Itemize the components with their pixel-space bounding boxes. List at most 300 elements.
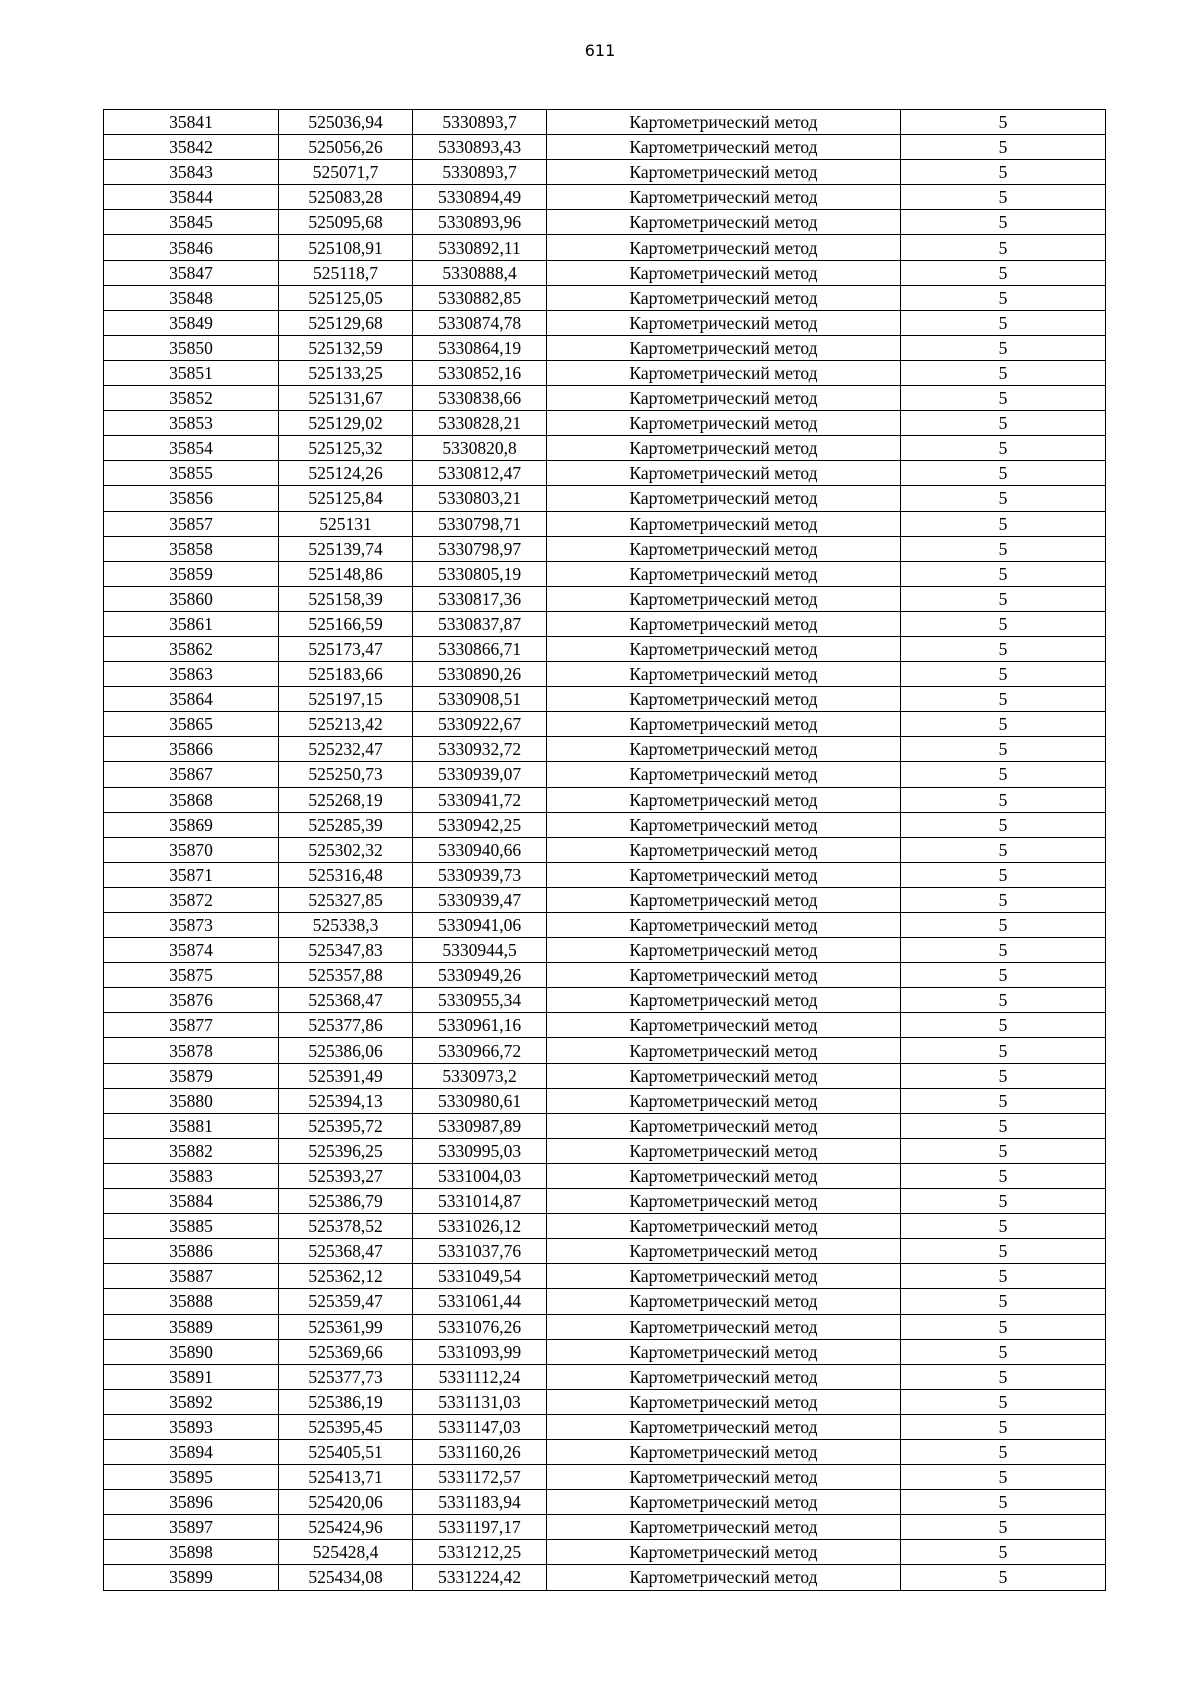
point-number-cell: 35871 bbox=[104, 862, 279, 887]
x-coordinate-cell: 525357,88 bbox=[279, 963, 413, 988]
point-number-cell: 35849 bbox=[104, 310, 279, 335]
accuracy-cell: 5 bbox=[901, 862, 1106, 887]
table-row bbox=[104, 285, 1106, 310]
point-number-cell: 35882 bbox=[104, 1138, 279, 1163]
table-row bbox=[104, 536, 1106, 561]
accuracy-cell: 5 bbox=[901, 787, 1106, 812]
y-coordinate-cell: 5330922,67 bbox=[413, 712, 547, 737]
y-coordinate-cell: 5330961,16 bbox=[413, 1013, 547, 1038]
x-coordinate-cell: 525036,94 bbox=[279, 110, 413, 135]
accuracy-cell: 5 bbox=[901, 160, 1106, 185]
x-coordinate-cell: 525095,68 bbox=[279, 210, 413, 235]
table-row bbox=[104, 1414, 1106, 1439]
method-cell: Картометрический метод bbox=[547, 1465, 901, 1490]
accuracy-cell: 5 bbox=[901, 1414, 1106, 1439]
table-row bbox=[104, 486, 1106, 511]
accuracy-cell: 5 bbox=[901, 1189, 1106, 1214]
point-number-cell: 35895 bbox=[104, 1465, 279, 1490]
y-coordinate-cell: 5330942,25 bbox=[413, 812, 547, 837]
method-cell: Картометрический метод bbox=[547, 1289, 901, 1314]
x-coordinate-cell: 525395,72 bbox=[279, 1113, 413, 1138]
accuracy-cell: 5 bbox=[901, 1063, 1106, 1088]
method-cell: Картометрический метод bbox=[547, 1439, 901, 1464]
point-number-cell: 35855 bbox=[104, 461, 279, 486]
x-coordinate-cell: 525424,96 bbox=[279, 1515, 413, 1540]
table-row bbox=[104, 938, 1106, 963]
table-row bbox=[104, 1038, 1106, 1063]
method-cell: Картометрический метод bbox=[547, 1565, 901, 1590]
method-cell: Картометрический метод bbox=[547, 662, 901, 687]
point-number-cell: 35857 bbox=[104, 511, 279, 536]
y-coordinate-cell: 5330980,61 bbox=[413, 1088, 547, 1113]
y-coordinate-cell: 5330803,21 bbox=[413, 486, 547, 511]
y-coordinate-cell: 5330874,78 bbox=[413, 310, 547, 335]
y-coordinate-cell: 5330893,7 bbox=[413, 110, 547, 135]
point-number-cell: 35843 bbox=[104, 160, 279, 185]
table-row bbox=[104, 461, 1106, 486]
point-number-cell: 35893 bbox=[104, 1414, 279, 1439]
accuracy-cell: 5 bbox=[901, 1439, 1106, 1464]
method-cell: Картометрический метод bbox=[547, 1138, 901, 1163]
y-coordinate-cell: 5330892,11 bbox=[413, 235, 547, 260]
y-coordinate-cell: 5331026,12 bbox=[413, 1214, 547, 1239]
point-number-cell: 35841 bbox=[104, 110, 279, 135]
point-number-cell: 35868 bbox=[104, 787, 279, 812]
method-cell: Картометрический метод bbox=[547, 1113, 901, 1138]
table-row bbox=[104, 712, 1106, 737]
accuracy-cell: 5 bbox=[901, 812, 1106, 837]
point-number-cell: 35867 bbox=[104, 762, 279, 787]
accuracy-cell: 5 bbox=[901, 285, 1106, 310]
method-cell: Картометрический метод bbox=[547, 1038, 901, 1063]
point-number-cell: 35896 bbox=[104, 1490, 279, 1515]
accuracy-cell: 5 bbox=[901, 1364, 1106, 1389]
point-number-cell: 35878 bbox=[104, 1038, 279, 1063]
x-coordinate-cell: 525347,83 bbox=[279, 938, 413, 963]
x-coordinate-cell: 525232,47 bbox=[279, 737, 413, 762]
table-row bbox=[104, 1314, 1106, 1339]
point-number-cell: 35898 bbox=[104, 1540, 279, 1565]
point-number-cell: 35862 bbox=[104, 636, 279, 661]
method-cell: Картометрический метод bbox=[547, 210, 901, 235]
y-coordinate-cell: 5330995,03 bbox=[413, 1138, 547, 1163]
x-coordinate-cell: 525428,4 bbox=[279, 1540, 413, 1565]
accuracy-cell: 5 bbox=[901, 210, 1106, 235]
point-number-cell: 35845 bbox=[104, 210, 279, 235]
y-coordinate-cell: 5331093,99 bbox=[413, 1339, 547, 1364]
table-row bbox=[104, 436, 1106, 461]
method-cell: Картометрический метод bbox=[547, 837, 901, 862]
table-row bbox=[104, 1013, 1106, 1038]
x-coordinate-cell: 525158,39 bbox=[279, 586, 413, 611]
method-cell: Картометрический метод bbox=[547, 737, 901, 762]
y-coordinate-cell: 5331224,42 bbox=[413, 1565, 547, 1590]
point-number-cell: 35881 bbox=[104, 1113, 279, 1138]
table-row bbox=[104, 1289, 1106, 1314]
table-row bbox=[104, 1063, 1106, 1088]
x-coordinate-cell: 525285,39 bbox=[279, 812, 413, 837]
y-coordinate-cell: 5330894,49 bbox=[413, 185, 547, 210]
coordinates-table bbox=[103, 109, 1106, 1591]
page-number: 611 bbox=[584, 41, 616, 60]
table-row bbox=[104, 1465, 1106, 1490]
method-cell: Картометрический метод bbox=[547, 185, 901, 210]
point-number-cell: 35894 bbox=[104, 1439, 279, 1464]
accuracy-cell: 5 bbox=[901, 411, 1106, 436]
method-cell: Картометрический метод bbox=[547, 963, 901, 988]
x-coordinate-cell: 525420,06 bbox=[279, 1490, 413, 1515]
accuracy-cell: 5 bbox=[901, 135, 1106, 160]
method-cell: Картометрический метод bbox=[547, 1013, 901, 1038]
y-coordinate-cell: 5330966,72 bbox=[413, 1038, 547, 1063]
method-cell: Картометрический метод bbox=[547, 461, 901, 486]
table-row bbox=[104, 1515, 1106, 1540]
table-row bbox=[104, 260, 1106, 285]
method-cell: Картометрический метод bbox=[547, 938, 901, 963]
table-row bbox=[104, 1339, 1106, 1364]
y-coordinate-cell: 5331076,26 bbox=[413, 1314, 547, 1339]
table-row bbox=[104, 1239, 1106, 1264]
x-coordinate-cell: 525396,25 bbox=[279, 1138, 413, 1163]
method-cell: Картометрический метод bbox=[547, 436, 901, 461]
y-coordinate-cell: 5330890,26 bbox=[413, 662, 547, 687]
x-coordinate-cell: 525395,45 bbox=[279, 1414, 413, 1439]
table-row bbox=[104, 762, 1106, 787]
accuracy-cell: 5 bbox=[901, 1339, 1106, 1364]
x-coordinate-cell: 525148,86 bbox=[279, 561, 413, 586]
table-row bbox=[104, 1189, 1106, 1214]
x-coordinate-cell: 525434,08 bbox=[279, 1565, 413, 1590]
x-coordinate-cell: 525378,52 bbox=[279, 1214, 413, 1239]
method-cell: Картометрический метод bbox=[547, 386, 901, 411]
accuracy-cell: 5 bbox=[901, 110, 1106, 135]
x-coordinate-cell: 525393,27 bbox=[279, 1163, 413, 1188]
y-coordinate-cell: 5330882,85 bbox=[413, 285, 547, 310]
accuracy-cell: 5 bbox=[901, 1540, 1106, 1565]
method-cell: Картометрический метод bbox=[547, 285, 901, 310]
x-coordinate-cell: 525131,67 bbox=[279, 386, 413, 411]
method-cell: Картометрический метод bbox=[547, 887, 901, 912]
table-row bbox=[104, 988, 1106, 1013]
method-cell: Картометрический метод bbox=[547, 1389, 901, 1414]
accuracy-cell: 5 bbox=[901, 1239, 1106, 1264]
table-row bbox=[104, 812, 1106, 837]
x-coordinate-cell: 525377,73 bbox=[279, 1364, 413, 1389]
table-row bbox=[104, 1264, 1106, 1289]
coordinates-table-body bbox=[104, 110, 1106, 1591]
y-coordinate-cell: 5330798,71 bbox=[413, 511, 547, 536]
table-row bbox=[104, 210, 1106, 235]
accuracy-cell: 5 bbox=[901, 310, 1106, 335]
y-coordinate-cell: 5330893,43 bbox=[413, 135, 547, 160]
accuracy-cell: 5 bbox=[901, 586, 1106, 611]
point-number-cell: 35854 bbox=[104, 436, 279, 461]
table-row bbox=[104, 687, 1106, 712]
method-cell: Картометрический метод bbox=[547, 1088, 901, 1113]
method-cell: Картометрический метод bbox=[547, 687, 901, 712]
x-coordinate-cell: 525056,26 bbox=[279, 135, 413, 160]
accuracy-cell: 5 bbox=[901, 963, 1106, 988]
table-row bbox=[104, 837, 1106, 862]
method-cell: Картометрический метод bbox=[547, 310, 901, 335]
accuracy-cell: 5 bbox=[901, 436, 1106, 461]
method-cell: Картометрический метод bbox=[547, 1163, 901, 1188]
x-coordinate-cell: 525125,84 bbox=[279, 486, 413, 511]
method-cell: Картометрический метод bbox=[547, 411, 901, 436]
x-coordinate-cell: 525132,59 bbox=[279, 335, 413, 360]
point-number-cell: 35859 bbox=[104, 561, 279, 586]
point-number-cell: 35874 bbox=[104, 938, 279, 963]
x-coordinate-cell: 525386,06 bbox=[279, 1038, 413, 1063]
point-number-cell: 35892 bbox=[104, 1389, 279, 1414]
accuracy-cell: 5 bbox=[901, 913, 1106, 938]
table-row bbox=[104, 737, 1106, 762]
y-coordinate-cell: 5330944,5 bbox=[413, 938, 547, 963]
accuracy-cell: 5 bbox=[901, 1565, 1106, 1590]
accuracy-cell: 5 bbox=[901, 335, 1106, 360]
y-coordinate-cell: 5330852,16 bbox=[413, 360, 547, 385]
y-coordinate-cell: 5331049,54 bbox=[413, 1264, 547, 1289]
table-row bbox=[104, 135, 1106, 160]
y-coordinate-cell: 5330828,21 bbox=[413, 411, 547, 436]
x-coordinate-cell: 525369,66 bbox=[279, 1339, 413, 1364]
method-cell: Картометрический метод bbox=[547, 536, 901, 561]
x-coordinate-cell: 525377,86 bbox=[279, 1013, 413, 1038]
point-number-cell: 35856 bbox=[104, 486, 279, 511]
table-row bbox=[104, 1490, 1106, 1515]
table-row bbox=[104, 787, 1106, 812]
point-number-cell: 35886 bbox=[104, 1239, 279, 1264]
point-number-cell: 35853 bbox=[104, 411, 279, 436]
point-number-cell: 35876 bbox=[104, 988, 279, 1013]
accuracy-cell: 5 bbox=[901, 1088, 1106, 1113]
point-number-cell: 35877 bbox=[104, 1013, 279, 1038]
table-row bbox=[104, 411, 1106, 436]
point-number-cell: 35851 bbox=[104, 360, 279, 385]
x-coordinate-cell: 525413,71 bbox=[279, 1465, 413, 1490]
method-cell: Картометрический метод bbox=[547, 1339, 901, 1364]
accuracy-cell: 5 bbox=[901, 185, 1106, 210]
x-coordinate-cell: 525316,48 bbox=[279, 862, 413, 887]
point-number-cell: 35861 bbox=[104, 611, 279, 636]
table-row bbox=[104, 1565, 1106, 1590]
x-coordinate-cell: 525129,02 bbox=[279, 411, 413, 436]
y-coordinate-cell: 5331147,03 bbox=[413, 1414, 547, 1439]
point-number-cell: 35889 bbox=[104, 1314, 279, 1339]
table-row bbox=[104, 1439, 1106, 1464]
x-coordinate-cell: 525083,28 bbox=[279, 185, 413, 210]
accuracy-cell: 5 bbox=[901, 1465, 1106, 1490]
table-row bbox=[104, 862, 1106, 887]
method-cell: Картометрический метод bbox=[547, 110, 901, 135]
point-number-cell: 35897 bbox=[104, 1515, 279, 1540]
x-coordinate-cell: 525361,99 bbox=[279, 1314, 413, 1339]
method-cell: Картометрический метод bbox=[547, 586, 901, 611]
point-number-cell: 35863 bbox=[104, 662, 279, 687]
x-coordinate-cell: 525118,7 bbox=[279, 260, 413, 285]
y-coordinate-cell: 5330805,19 bbox=[413, 561, 547, 586]
method-cell: Картометрический метод bbox=[547, 135, 901, 160]
accuracy-cell: 5 bbox=[901, 662, 1106, 687]
y-coordinate-cell: 5330798,97 bbox=[413, 536, 547, 561]
point-number-cell: 35887 bbox=[104, 1264, 279, 1289]
accuracy-cell: 5 bbox=[901, 1038, 1106, 1063]
y-coordinate-cell: 5330866,71 bbox=[413, 636, 547, 661]
point-number-cell: 35884 bbox=[104, 1189, 279, 1214]
accuracy-cell: 5 bbox=[901, 687, 1106, 712]
point-number-cell: 35852 bbox=[104, 386, 279, 411]
table-row bbox=[104, 561, 1106, 586]
method-cell: Картометрический метод bbox=[547, 712, 901, 737]
method-cell: Картометрический метод bbox=[547, 511, 901, 536]
y-coordinate-cell: 5330939,73 bbox=[413, 862, 547, 887]
table-row bbox=[104, 662, 1106, 687]
point-number-cell: 35890 bbox=[104, 1339, 279, 1364]
y-coordinate-cell: 5331131,03 bbox=[413, 1389, 547, 1414]
method-cell: Картометрический метод bbox=[547, 1414, 901, 1439]
point-number-cell: 35870 bbox=[104, 837, 279, 862]
accuracy-cell: 5 bbox=[901, 1314, 1106, 1339]
point-number-cell: 35879 bbox=[104, 1063, 279, 1088]
y-coordinate-cell: 5330812,47 bbox=[413, 461, 547, 486]
y-coordinate-cell: 5331197,17 bbox=[413, 1515, 547, 1540]
accuracy-cell: 5 bbox=[901, 1490, 1106, 1515]
accuracy-cell: 5 bbox=[901, 386, 1106, 411]
point-number-cell: 35875 bbox=[104, 963, 279, 988]
y-coordinate-cell: 5330864,19 bbox=[413, 335, 547, 360]
x-coordinate-cell: 525368,47 bbox=[279, 988, 413, 1013]
point-number-cell: 35850 bbox=[104, 335, 279, 360]
accuracy-cell: 5 bbox=[901, 561, 1106, 586]
method-cell: Картометрический метод bbox=[547, 360, 901, 385]
table-row bbox=[104, 611, 1106, 636]
accuracy-cell: 5 bbox=[901, 636, 1106, 661]
y-coordinate-cell: 5330973,2 bbox=[413, 1063, 547, 1088]
y-coordinate-cell: 5330893,96 bbox=[413, 210, 547, 235]
point-number-cell: 35866 bbox=[104, 737, 279, 762]
y-coordinate-cell: 5330908,51 bbox=[413, 687, 547, 712]
method-cell: Картометрический метод bbox=[547, 1264, 901, 1289]
method-cell: Картометрический метод bbox=[547, 913, 901, 938]
accuracy-cell: 5 bbox=[901, 712, 1106, 737]
table-row bbox=[104, 110, 1106, 135]
x-coordinate-cell: 525359,47 bbox=[279, 1289, 413, 1314]
table-row bbox=[104, 636, 1106, 661]
method-cell: Картометрический метод bbox=[547, 1515, 901, 1540]
point-number-cell: 35883 bbox=[104, 1163, 279, 1188]
point-number-cell: 35844 bbox=[104, 185, 279, 210]
x-coordinate-cell: 525338,3 bbox=[279, 913, 413, 938]
accuracy-cell: 5 bbox=[901, 737, 1106, 762]
x-coordinate-cell: 525362,12 bbox=[279, 1264, 413, 1289]
accuracy-cell: 5 bbox=[901, 762, 1106, 787]
x-coordinate-cell: 525124,26 bbox=[279, 461, 413, 486]
method-cell: Картометрический метод bbox=[547, 1214, 901, 1239]
accuracy-cell: 5 bbox=[901, 1389, 1106, 1414]
method-cell: Картометрический метод bbox=[547, 235, 901, 260]
y-coordinate-cell: 5330932,72 bbox=[413, 737, 547, 762]
x-coordinate-cell: 525129,68 bbox=[279, 310, 413, 335]
point-number-cell: 35869 bbox=[104, 812, 279, 837]
table-row bbox=[104, 913, 1106, 938]
method-cell: Картометрический метод bbox=[547, 862, 901, 887]
method-cell: Картометрический метод bbox=[547, 787, 901, 812]
method-cell: Картометрический метод bbox=[547, 1189, 901, 1214]
point-number-cell: 35899 bbox=[104, 1565, 279, 1590]
method-cell: Картометрический метод bbox=[547, 1540, 901, 1565]
accuracy-cell: 5 bbox=[901, 260, 1106, 285]
method-cell: Картометрический метод bbox=[547, 335, 901, 360]
method-cell: Картометрический метод bbox=[547, 561, 901, 586]
method-cell: Картометрический метод bbox=[547, 160, 901, 185]
accuracy-cell: 5 bbox=[901, 1214, 1106, 1239]
table-row bbox=[104, 160, 1106, 185]
accuracy-cell: 5 bbox=[901, 611, 1106, 636]
table-row bbox=[104, 1389, 1106, 1414]
y-coordinate-cell: 5330817,36 bbox=[413, 586, 547, 611]
point-number-cell: 35847 bbox=[104, 260, 279, 285]
point-number-cell: 35891 bbox=[104, 1364, 279, 1389]
x-coordinate-cell: 525166,59 bbox=[279, 611, 413, 636]
table-row bbox=[104, 511, 1106, 536]
x-coordinate-cell: 525250,73 bbox=[279, 762, 413, 787]
accuracy-cell: 5 bbox=[901, 360, 1106, 385]
method-cell: Картометрический метод bbox=[547, 1490, 901, 1515]
accuracy-cell: 5 bbox=[901, 837, 1106, 862]
y-coordinate-cell: 5330939,07 bbox=[413, 762, 547, 787]
accuracy-cell: 5 bbox=[901, 461, 1106, 486]
accuracy-cell: 5 bbox=[901, 1163, 1106, 1188]
x-coordinate-cell: 525133,25 bbox=[279, 360, 413, 385]
accuracy-cell: 5 bbox=[901, 511, 1106, 536]
accuracy-cell: 5 bbox=[901, 1113, 1106, 1138]
accuracy-cell: 5 bbox=[901, 1289, 1106, 1314]
point-number-cell: 35873 bbox=[104, 913, 279, 938]
table-row bbox=[104, 1138, 1106, 1163]
accuracy-cell: 5 bbox=[901, 536, 1106, 561]
point-number-cell: 35865 bbox=[104, 712, 279, 737]
x-coordinate-cell: 525183,66 bbox=[279, 662, 413, 687]
x-coordinate-cell: 525108,91 bbox=[279, 235, 413, 260]
x-coordinate-cell: 525173,47 bbox=[279, 636, 413, 661]
y-coordinate-cell: 5330837,87 bbox=[413, 611, 547, 636]
y-coordinate-cell: 5330940,66 bbox=[413, 837, 547, 862]
x-coordinate-cell: 525125,05 bbox=[279, 285, 413, 310]
table-row bbox=[104, 887, 1106, 912]
accuracy-cell: 5 bbox=[901, 938, 1106, 963]
y-coordinate-cell: 5331112,24 bbox=[413, 1364, 547, 1389]
point-number-cell: 35842 bbox=[104, 135, 279, 160]
table-row bbox=[104, 386, 1106, 411]
y-coordinate-cell: 5330939,47 bbox=[413, 887, 547, 912]
x-coordinate-cell: 525302,32 bbox=[279, 837, 413, 862]
y-coordinate-cell: 5330893,7 bbox=[413, 160, 547, 185]
y-coordinate-cell: 5330941,06 bbox=[413, 913, 547, 938]
accuracy-cell: 5 bbox=[901, 988, 1106, 1013]
point-number-cell: 35880 bbox=[104, 1088, 279, 1113]
x-coordinate-cell: 525386,19 bbox=[279, 1389, 413, 1414]
y-coordinate-cell: 5331004,03 bbox=[413, 1163, 547, 1188]
y-coordinate-cell: 5330941,72 bbox=[413, 787, 547, 812]
table-row bbox=[104, 1540, 1106, 1565]
table-row bbox=[104, 235, 1106, 260]
x-coordinate-cell: 525071,7 bbox=[279, 160, 413, 185]
point-number-cell: 35864 bbox=[104, 687, 279, 712]
table-row bbox=[104, 1113, 1106, 1138]
method-cell: Картометрический метод bbox=[547, 260, 901, 285]
x-coordinate-cell: 525391,49 bbox=[279, 1063, 413, 1088]
accuracy-cell: 5 bbox=[901, 1264, 1106, 1289]
